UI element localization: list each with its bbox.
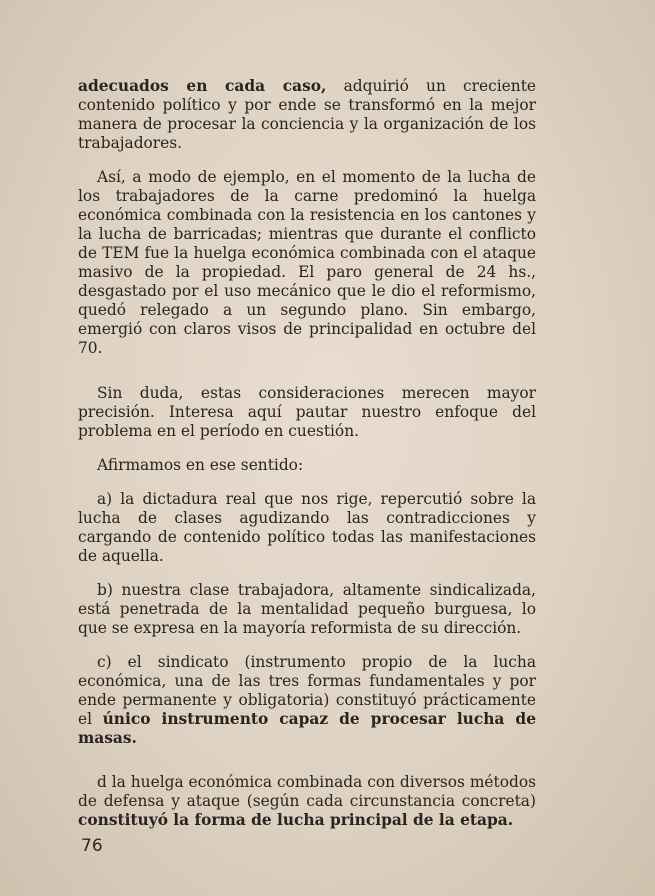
list-item-c: c) el sindicato (instrumento propio de la lucha económica, una de las tres formas fundamentales y por ende permanente y obligatoria) constituyó prácticamente el único instrumento capaz de procesar lucha de masas. bbox=[78, 653, 536, 747]
body-text bbox=[78, 77, 536, 845]
list-item-d: d la huelga económica combinada con diversos métodos de defensa y ataque (según cada circunstancia concreta) constituyó la forma de lucha principal de la etapa. bbox=[78, 773, 536, 829]
paragraph-4: Afirmamos en ese sentido: bbox=[97, 456, 304, 474]
bold-tail: constituyó la forma de lucha principal de la etapa. bbox=[78, 811, 514, 829]
page-number: 76 bbox=[81, 836, 103, 856]
list-item-b: b) nuestra clase trabajadora, altamente sindicalizada, está penetrada de la mentalidad pequeño burguesa, lo que se expresa en la mayoría reformista de su dirección. bbox=[78, 581, 536, 637]
bold-lead: adecuados en cada caso, bbox=[78, 77, 327, 95]
bold-tail: único instrumento capaz de procesar lucha de masas. bbox=[78, 710, 536, 747]
paragraph-2: Así, a modo de ejemplo, en el momento de la lucha de los trabajadores de la carne predominó la huelga económica combinada con la resistencia en los cantones y la lucha de barricadas; mientras que durante el conflicto de TEM fue la huelga económica combinada con el ataque masivo de la propiedad. El paro general de 24 hs., desgastado por el uso mecánico que le dio el reformismo, quedó relegado a un segundo plano. Sin embargo, emergió con claros visos de principalidad en octubre del 70. bbox=[78, 168, 536, 357]
paragraph-1: adecuados en cada caso, adquirió un creciente contenido político y por ende se transformó en la mejor manera de procesar la conciencia y la organización de los trabajadores. bbox=[78, 77, 536, 152]
paragraph-3: Sin duda, estas consideraciones merecen mayor precisión. Interesa aquí pautar nuestro enfoque del problema en el período en cuestión. bbox=[78, 384, 536, 440]
list-item-a: a) la dictadura real que nos rige, repercutió sobre la lucha de clases agudizando las contradicciones y cargando de contenido político todas las manifestaciones de aquella. bbox=[78, 490, 536, 565]
